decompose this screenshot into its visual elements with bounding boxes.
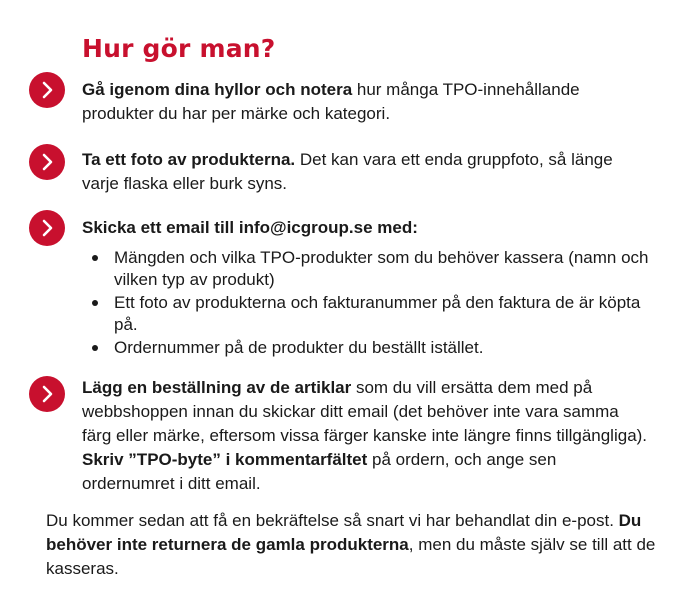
step-4-body: som du vill ersätta dem med på webbshoppen innan du skickar ditt email (det behöver inte vara samma färg eller märke, eftersom vissa färger kanske inte längre finns tillgängliga). bbox=[82, 378, 648, 445]
step-1-bold: Gå igenom dina hyllor och notera bbox=[82, 80, 353, 99]
bullet-dot bbox=[92, 300, 98, 306]
step-2-bold: Ta ett foto av produkterna. bbox=[82, 150, 296, 169]
step-4-body-2: på ordern, och ange sen ordernumret i ditt email. bbox=[82, 450, 557, 493]
list-item bbox=[82, 337, 662, 359]
step-2-body: Det kan vara ett enda gruppfoto, så länge varje flaska eller burk syns. bbox=[82, 150, 613, 193]
step-2-text bbox=[82, 148, 652, 196]
step-3-bold: Skicka ett email till info@icgroup.se med: bbox=[82, 218, 418, 237]
step-4-text bbox=[82, 376, 652, 496]
chevron-right-icon bbox=[29, 210, 65, 246]
list-item bbox=[82, 292, 662, 336]
chevron-right-icon bbox=[29, 376, 65, 412]
chevron-right-icon bbox=[29, 72, 65, 108]
step-1-text bbox=[82, 78, 652, 126]
step-1-body: hur många TPO-innehållande produkter du har per märke och kategori. bbox=[82, 80, 580, 123]
list-item-text: Mängden och vilka TPO-produkter som du behöver kassera (namn och vilken typ av produkt) bbox=[114, 248, 649, 289]
page-title: Hur gör man? bbox=[82, 34, 276, 63]
list-item bbox=[82, 247, 662, 291]
closing-text: Du kommer sedan att få en bekräftelse så snart vi har behandlat din e-post. bbox=[46, 511, 619, 530]
bullet-dot bbox=[92, 345, 98, 351]
step-3-bullet-list bbox=[82, 247, 662, 360]
step-3-text bbox=[82, 216, 652, 240]
chevron-right-icon bbox=[29, 144, 65, 180]
closing-bold: Du behöver inte returnera de gamla produkterna bbox=[46, 511, 642, 554]
step-4-bold-2: Skriv ”TPO-byte” i kommentarfältet bbox=[82, 450, 368, 469]
bullet-dot bbox=[92, 255, 98, 261]
list-item-text: Ett foto av produkterna och fakturanummer på den faktura de är köpta på. bbox=[114, 293, 641, 334]
list-item-text: Ordernummer på de produkter du beställt istället. bbox=[114, 338, 484, 357]
step-4-bold: Lägg en beställning av de artiklar bbox=[82, 378, 352, 397]
closing-paragraph bbox=[46, 509, 656, 581]
closing-text-2: , men du måste själv se till att de kasseras. bbox=[46, 535, 656, 578]
